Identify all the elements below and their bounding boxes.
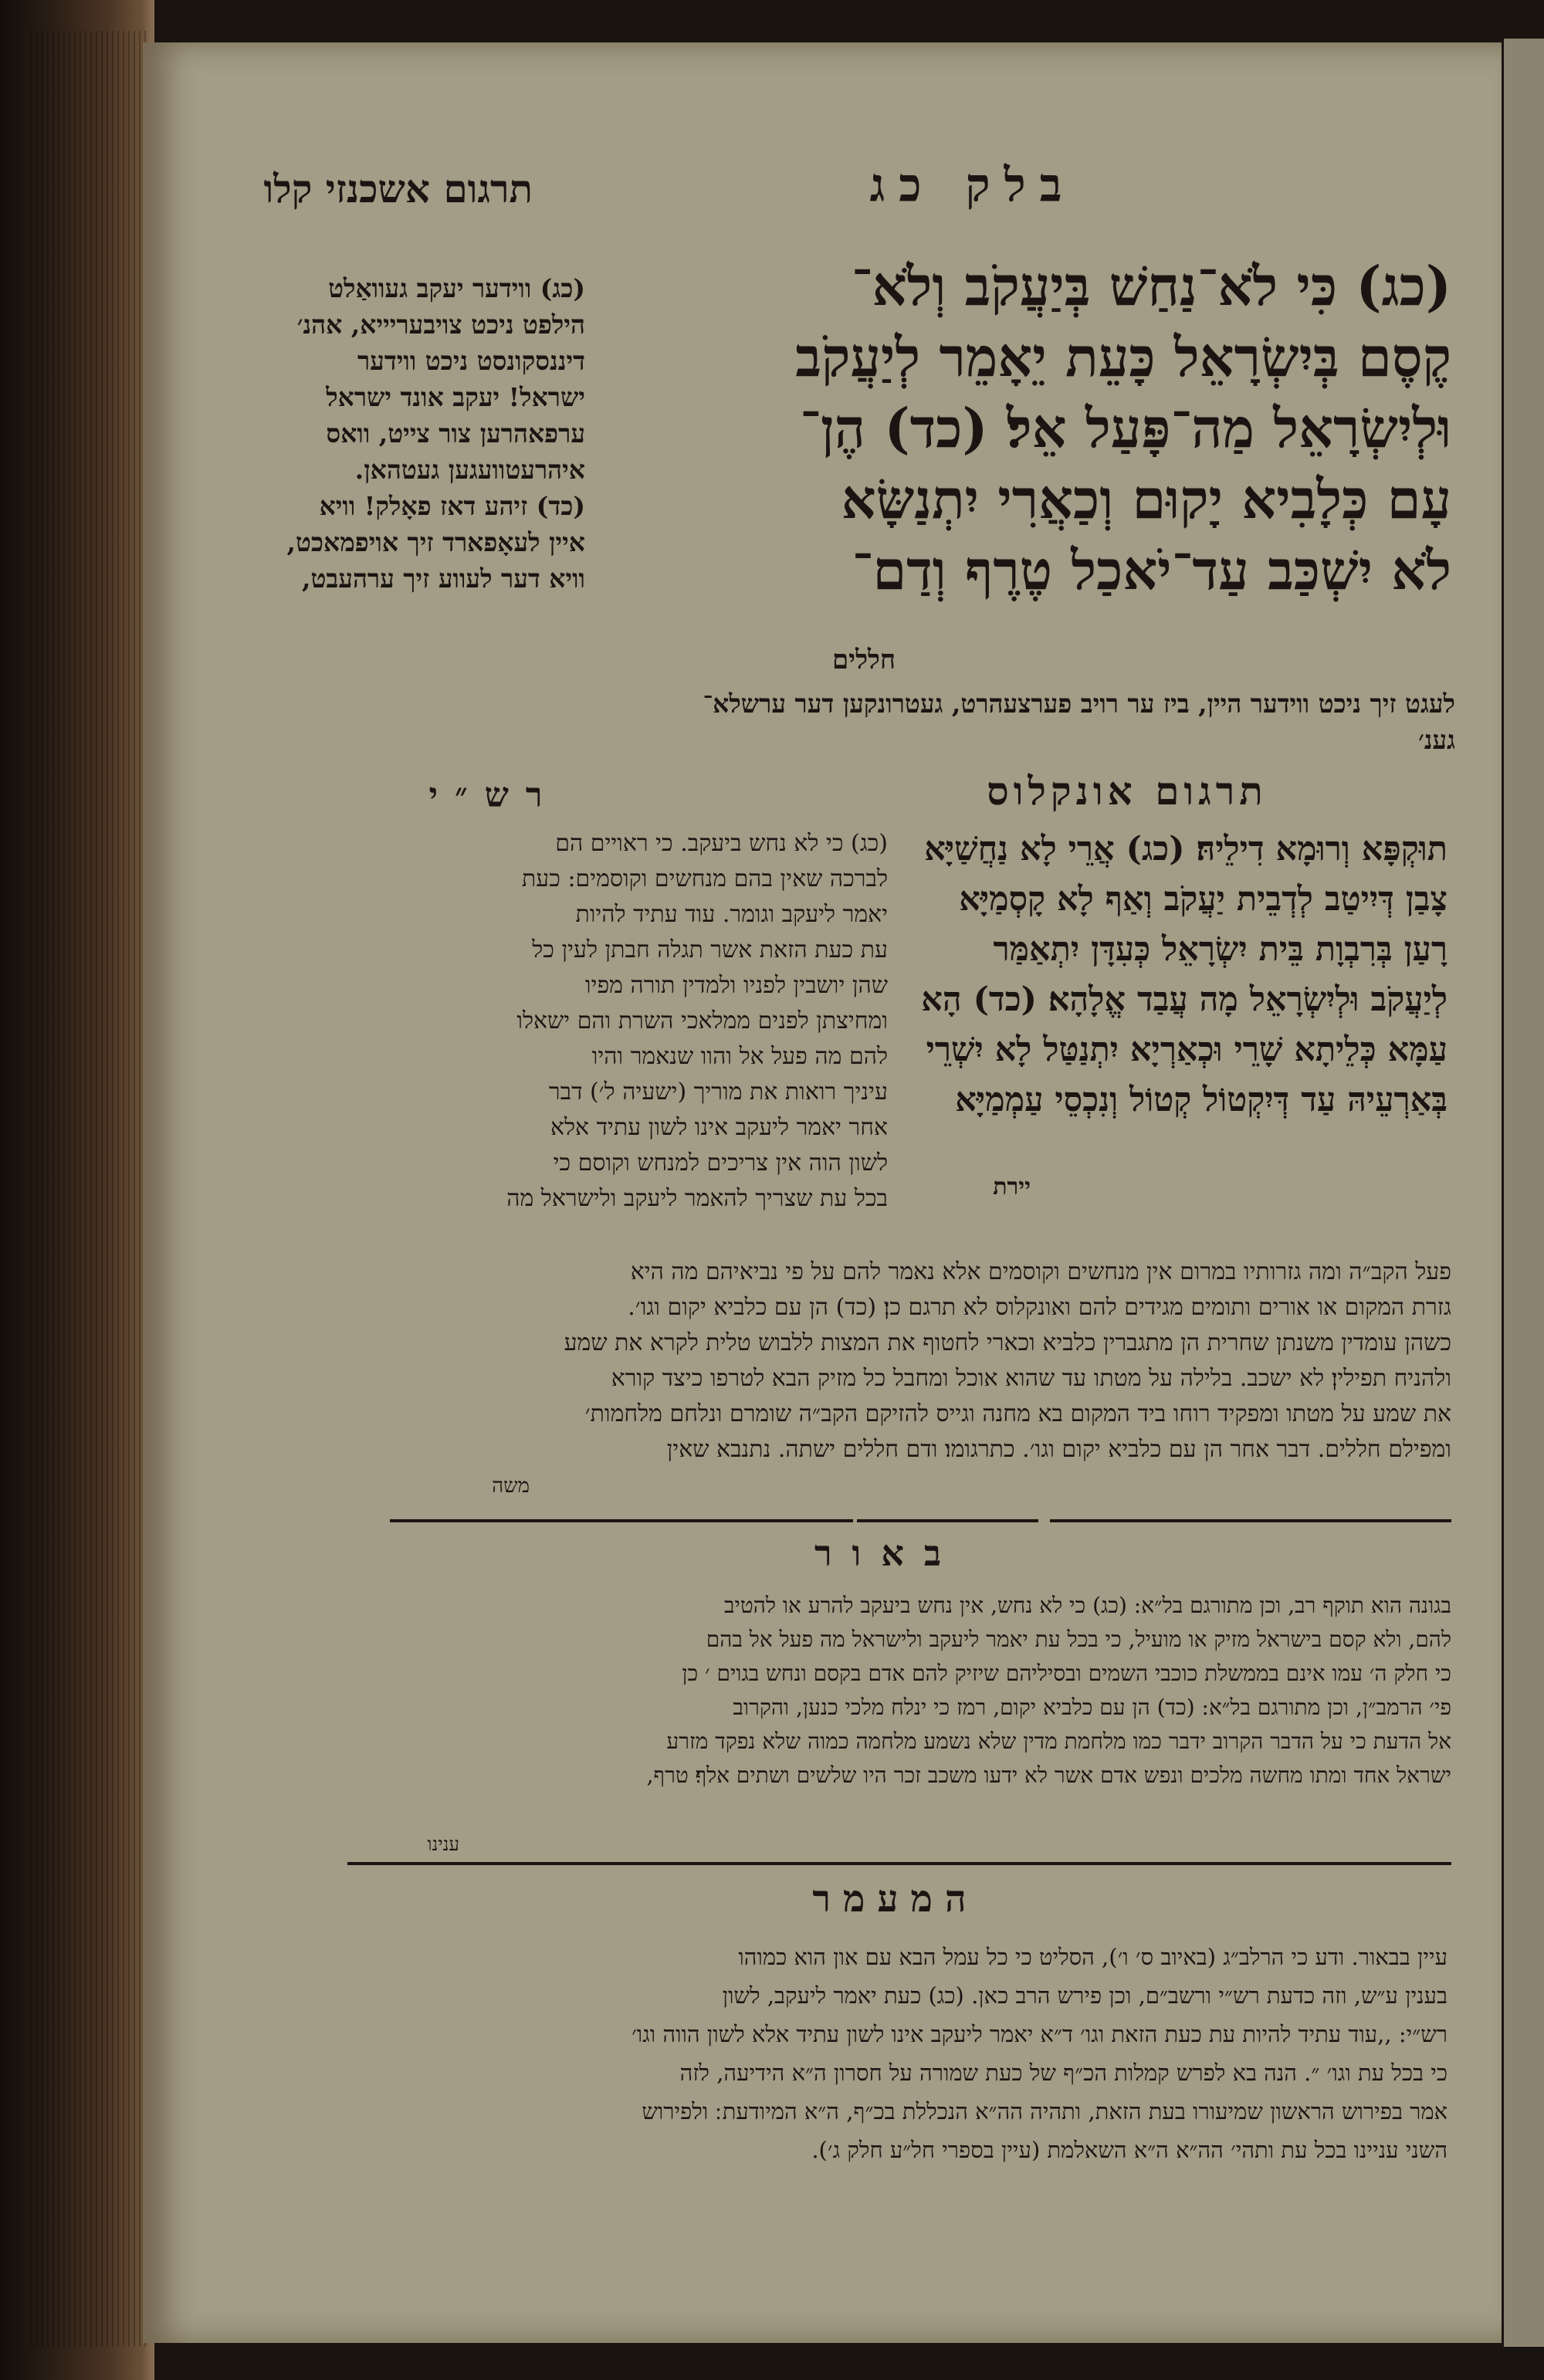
meamar-line: עיין בבאור. ודע כי הרלב״ג (באיוב ס׳ ו׳), הסליט כי כל עמל הבא עם און הוא כמוהו bbox=[738, 1944, 1448, 1970]
yiddish-line: (כג) ווידער יעקב געוואַלט bbox=[328, 273, 585, 303]
rashi-line: ולהניח תפילין׃ לא ישכב. בלילה על מטתו עד שהוא אוכל ומחבל כל מזיק הבא לטרפו כיצד קורא bbox=[611, 1365, 1451, 1392]
meamar-line: כי בכל עת וגו׳ ״. הנה בא לפרש קמלות הכ״ף של כעת שמורה על חסרון ה״א הידיעה, לזה bbox=[679, 2060, 1448, 2086]
yiddish-line: הילפט ניכט צויבעריייא, אהנ׳ bbox=[296, 310, 585, 340]
onkelos-line: צָבַן דְּיִיטַב לְדְבֵית יַעֲקֹב וְאַף לָא קָסְמַיָּא bbox=[959, 880, 1448, 919]
onkelos-line: תוּקְפָּא וְרוּמָא דִילֵיהּ׃ (כג) אֲרֵי לָא נַחֲשַׁיָּא bbox=[924, 830, 1448, 868]
meamar-line: אמר בפירוש הראשון שמיעורו בעת הזאת, ותהיה הה״א הנכללת בכ״ף, ה״א המיודעת ׃ ולפירוש bbox=[642, 2098, 1448, 2124]
rashi-line: שהן יושבין לפניו ולמדין תורה מפיו bbox=[584, 972, 888, 999]
torah-verse bbox=[591, 251, 1451, 606]
biur-line: כי חלק ה׳ עמו אינם בממשלת כוכבי השמים ובסיליהם שיזיק להם אדם בקסם ונחש בגוים ׳ כן bbox=[682, 1661, 1451, 1686]
onkelos-line: עַמָּא כְּלֵיתָא שָׁרֵי וּכְאַרְיָא יִתְנַטַּל לָא יִשְׁרֵי bbox=[926, 1031, 1448, 1069]
rashi-title: רש״י bbox=[428, 776, 560, 815]
verse-catchword: חללים bbox=[831, 645, 896, 675]
divider-rule bbox=[1050, 1519, 1451, 1522]
yiddish-translation bbox=[184, 270, 585, 597]
verse-line: לֹא יִשְׁכַּב עַד־יֹאכַל טֶרֶף וְדַם־ bbox=[852, 538, 1451, 602]
biur-text bbox=[344, 1589, 1451, 1793]
book-spine bbox=[0, 0, 154, 2380]
yiddish-line: ישראל! יעקב אונד ישראל bbox=[326, 382, 585, 412]
meamar-title: המעמר bbox=[812, 1877, 979, 1921]
yiddish-line: איהרעטוועגען געטהאן. bbox=[354, 455, 585, 485]
biur-line: אל הדעת כי על הדבר הקרוב ידבר כמו מלחמת מדין שלא נשמע מלחמה כמוה שלא נפקד מזרע bbox=[666, 1728, 1451, 1754]
onkelos-line: בְּאַרְעֵיהּ עַד דְּיִקְטוֹל קְטוֹל וְנִכְסֵי עַמְמַיָּא bbox=[955, 1081, 1448, 1119]
rashi-line: לברכה שאין בהם מנחשים וקוסמים: כעת bbox=[521, 865, 888, 892]
onkelos-line: רָעַן בְּרִבְוָת בֵּית יִשְׂרָאֵל כְּעִדָּן יִתְאַמַּר bbox=[993, 930, 1448, 969]
meamar-line: בענין ע״ש, וזה כדעת רש״י ורשב״ם, וכן פירש הרב כאן. (כג) כעת יאמר ליעקב, לשון bbox=[722, 1982, 1448, 2009]
rashi-continuation bbox=[309, 1254, 1451, 1468]
rashi-line: עיניך רואות את מוריך (ישעיה ל׳) דבר bbox=[548, 1078, 888, 1105]
facing-page-edge bbox=[1504, 39, 1544, 2347]
meamar-line: השני עניינו בכל עת ותהי׳ הה״א ה״א השאלמת (עיין בספרי חל״ע חלק ג׳). bbox=[811, 2137, 1448, 2163]
rashi-line: ומחיצתן לפנים ממלאכי השרת והם ישאלו bbox=[516, 1007, 888, 1034]
rashi-line: עת כעת הזאת אשר תגלה חבתן לעין כל bbox=[532, 936, 888, 963]
biur-title: באור bbox=[814, 1532, 962, 1574]
biur-line: להם, ולא קסם בישראל מזיק או מועיל, כי בכל עת יאמר ליעקב ולישראל מה פעל אל בהם bbox=[706, 1627, 1451, 1652]
rashi-line: יאמר ליעקב וגומר. עוד עתיד להיות bbox=[575, 901, 888, 928]
yiddish-line: איין לעאָפארד זיך אויפמאכט, bbox=[286, 527, 585, 557]
yiddish-line: ערפאהרען צור צייט, וואס bbox=[326, 418, 585, 449]
yiddish-line: דיננסקונסט ניכט ווידער bbox=[357, 346, 585, 376]
rashi-line: את שמע על מטתו ומפקיד רוחו ביד המקום בא מחנה וגייס להזיקם הקב״ה שומרם ונלחם מלחמות׳ bbox=[584, 1400, 1451, 1427]
verse-line: (כג) כִּי לֹא־נַחַשׁ בְּיַעֲקֹב וְלֹא־ bbox=[851, 254, 1451, 318]
yiddish-line: לעגט זיך ניכט ווידער היין, ביז ער רויב פערצעהרט, געטרונקען דער ערשלא־ bbox=[703, 689, 1455, 719]
rashi-line: (כג) כי לא נחש ביעקב. כי ראויים הם bbox=[555, 830, 888, 857]
rashi-line: אחר יאמר ליעקב אינו לשון עתיד אלא bbox=[550, 1114, 888, 1141]
onkelos-title: תרגום אונקלוס bbox=[987, 768, 1268, 814]
verse-line: וּלְיִשְׂרָאֵל מַה־פָּעַל אֵל׃ (כד) הֶן־ bbox=[800, 396, 1451, 460]
divider-rule bbox=[390, 1519, 853, 1522]
rashi-text bbox=[309, 826, 888, 1217]
biur-line: פי׳ הרמב״ן, וכן מתורגם בל״א: (כד) הן עם כלביא יקום, רמז כי ינלח מלכי כנען, והקרוב bbox=[733, 1694, 1451, 1720]
yiddish-line: גענ׳ bbox=[1418, 725, 1455, 755]
meamar-line: רש״י: ,,עוד עתיד להיות עת כעת הזאת וגו׳ ד״א יאמר ליעקב אינו לשון עתיד אלא לשון הווה וגו׳ bbox=[631, 2021, 1448, 2047]
biur-catchword: ענינו bbox=[427, 1833, 459, 1855]
rashi-line: להם מה פעל אל והוו שנאמר והיו bbox=[591, 1043, 888, 1070]
rashi-line: כשהן עומדין משנתן שחרית הן מתגברין כלביא וכארי לחטוף את המצות ללבוש טלית לקרא את שמע bbox=[564, 1329, 1451, 1356]
onkelos-catchword: יירת bbox=[993, 1173, 1031, 1200]
rashi-line: בכל עת שצריך להאמר ליעקב ולישראל מה bbox=[506, 1185, 888, 1212]
rashi-line: לשון הוה אין צריכים למנחש וקוסם כי bbox=[553, 1149, 888, 1176]
onkelos-line: לְיַעֲקֹב וּלְיִשְׂרָאֵל מָה עֲבַד אֱלָהָא׃ (כד) הָא bbox=[921, 980, 1448, 1019]
divider-rule bbox=[347, 1862, 1451, 1865]
meamar-text bbox=[386, 1938, 1448, 2169]
yiddish-line: וויא דער לעווע זיך ערהעבט, bbox=[301, 564, 585, 594]
rashi-catchword: משה bbox=[492, 1474, 530, 1498]
yiddish-continuation bbox=[158, 686, 1455, 758]
onkelos-text bbox=[907, 824, 1448, 1126]
yiddish-line: (כד) זיהע דאז פאָלק! וויא bbox=[319, 491, 585, 521]
page-edges bbox=[31, 31, 147, 2347]
verse-line: עָם כְּלָבִיא יָקוּם וְכַאֲרִי יִתְנַשָּׂא bbox=[841, 467, 1451, 531]
biur-line: בגונה הוא תוקף רב, וכן מתורגם בל״א: (כג) כי לא נחש, אין נחש ביעקב להרע או להטיב bbox=[724, 1593, 1451, 1618]
divider-rule bbox=[857, 1519, 1038, 1522]
biur-line: ישראל אחד ומתו מחשה מלכים ונפש אדם אשר לא ידעו משכב זכר היו שלשים ושתים אלף׃ טרף, bbox=[646, 1762, 1451, 1788]
header-parasha-chapter: בלק כג bbox=[869, 158, 1076, 212]
rashi-line: גזרת המקום או אורים ותומים מגידים להם ואונקלוס לא תרגם כן׃ (כד) הן עם כלביא יקום וגו׳. bbox=[628, 1294, 1451, 1321]
header-yiddish-title: תרגום אשכנזי קלו bbox=[263, 166, 533, 212]
rashi-line: פעל הקב״ה ומה גזרותיו במרום אין מנחשים וקוסמים אלא נאמר להם על פי נביאיהם מה היא bbox=[630, 1258, 1451, 1285]
verse-line: קֶסֶם בְּיִשְׂרָאֵל כָּעֵת יֵאָמֵר לְיַעֲקֹב bbox=[795, 325, 1451, 389]
rashi-line: ומפילם חללים. דבר אחר הן עם כלביא יקום וגו׳. כתרגומו׃ ודם חללים ישתה. נתנבא שאין bbox=[666, 1436, 1451, 1463]
